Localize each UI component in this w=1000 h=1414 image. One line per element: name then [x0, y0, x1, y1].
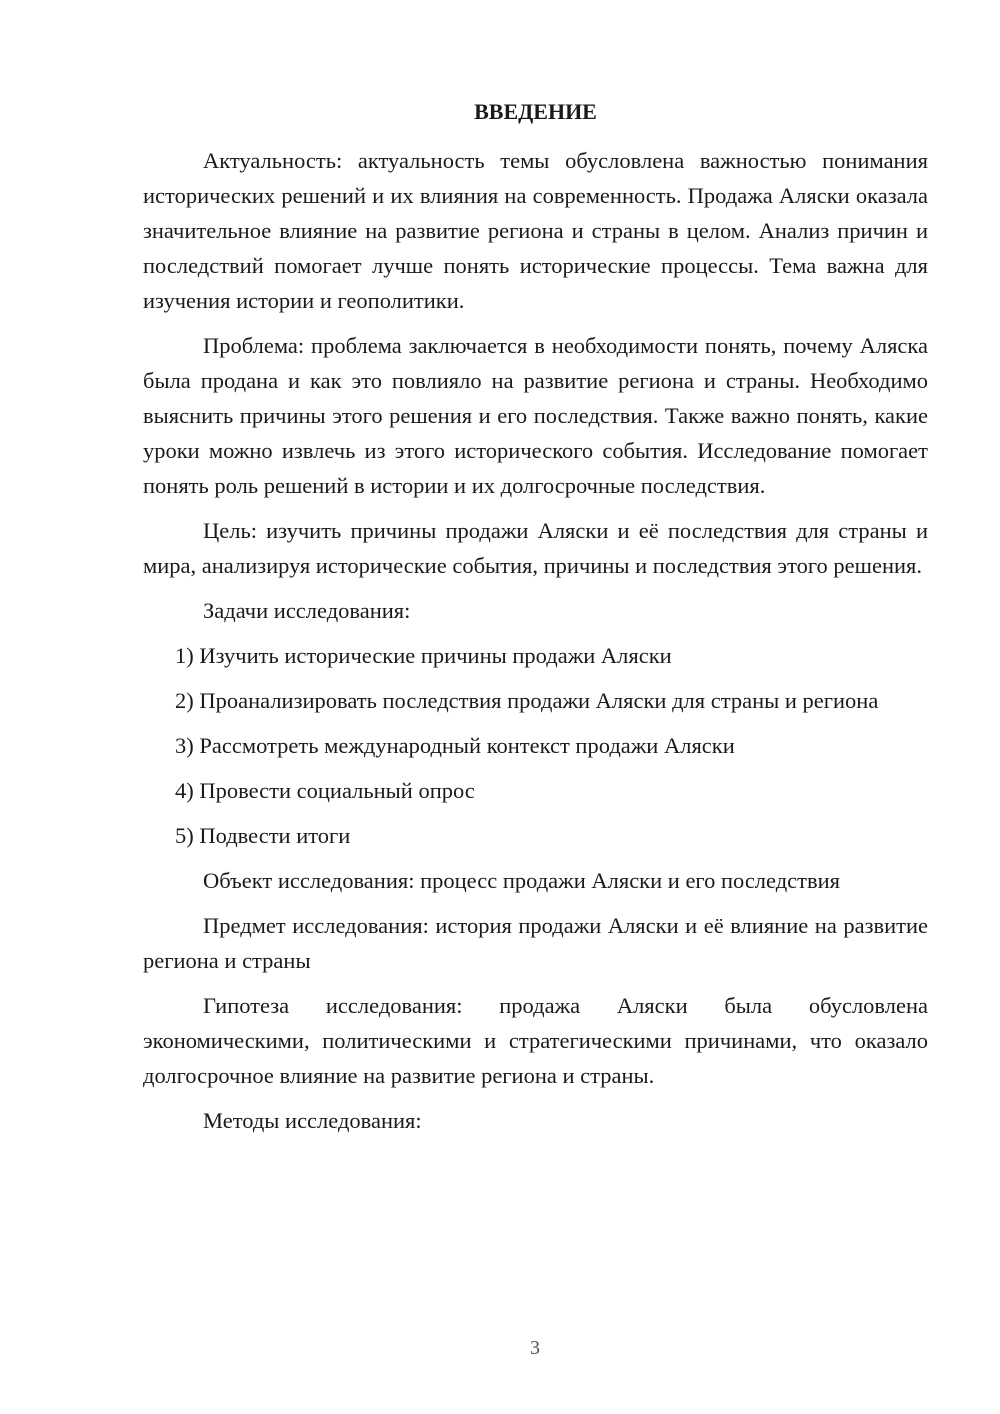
paragraph-hypothesis: Гипотеза исследования: продажа Аляски была обусловлена экономическими, политическими и стратегическими причинами, что оказало долгосрочное влияние на развитие региона и страны.: [143, 993, 928, 1088]
task-item-4: 4) Провести социальный опрос: [175, 778, 475, 803]
paragraph-methods: Методы исследования:: [203, 1108, 422, 1133]
page-number: 3: [530, 1337, 540, 1359]
paragraph-object: Объект исследования: процесс продажи Аляски и его последствия: [203, 868, 841, 893]
paragraph-relevance: Актуальность: актуальность темы обусловлена важностью понимания исторических решений и их влияния на современность. Продажа Аляски оказала значительное влияние на развитие региона и страны в целом. Анализ причин и последствий помогает лучше понять исторические процессы. Тема важна для изучения истории и геополитики.: [143, 148, 928, 313]
task-item-5: 5) Подвести итоги: [175, 823, 351, 848]
paragraph-tasks-heading: Задачи исследования:: [203, 598, 411, 623]
paragraph-problem: Проблема: проблема заключается в необходимости понять, почему Аляска была продана и как это повлияло на развитие региона и страны. Необходимо выяснить причины этого решения и его последствия. Также важно понять, какие уроки можно извлечь из этого исторического события. Исследование помогает понять роль решений в истории и их долгосрочные последствия.: [143, 333, 928, 498]
document-body: [143, 143, 928, 1148]
task-item-1: 1) Изучить исторические причины продажи Аляски: [175, 643, 672, 668]
task-item-2: 2) Проанализировать последствия продажи Аляски для страны и региона: [175, 688, 879, 713]
paragraph-subject: Предмет исследования: история продажи Аляски и её влияние на развитие региона и страны: [143, 913, 928, 973]
paragraph-goal: Цель: изучить причины продажи Аляски и её последствия для страны и мира, анализируя исторические события, причины и последствия этого решения.: [143, 518, 928, 578]
page-heading: ВВЕДЕНИЕ: [474, 99, 597, 124]
task-item-3: 3) Рассмотреть международный контекст продажи Аляски: [175, 733, 735, 758]
